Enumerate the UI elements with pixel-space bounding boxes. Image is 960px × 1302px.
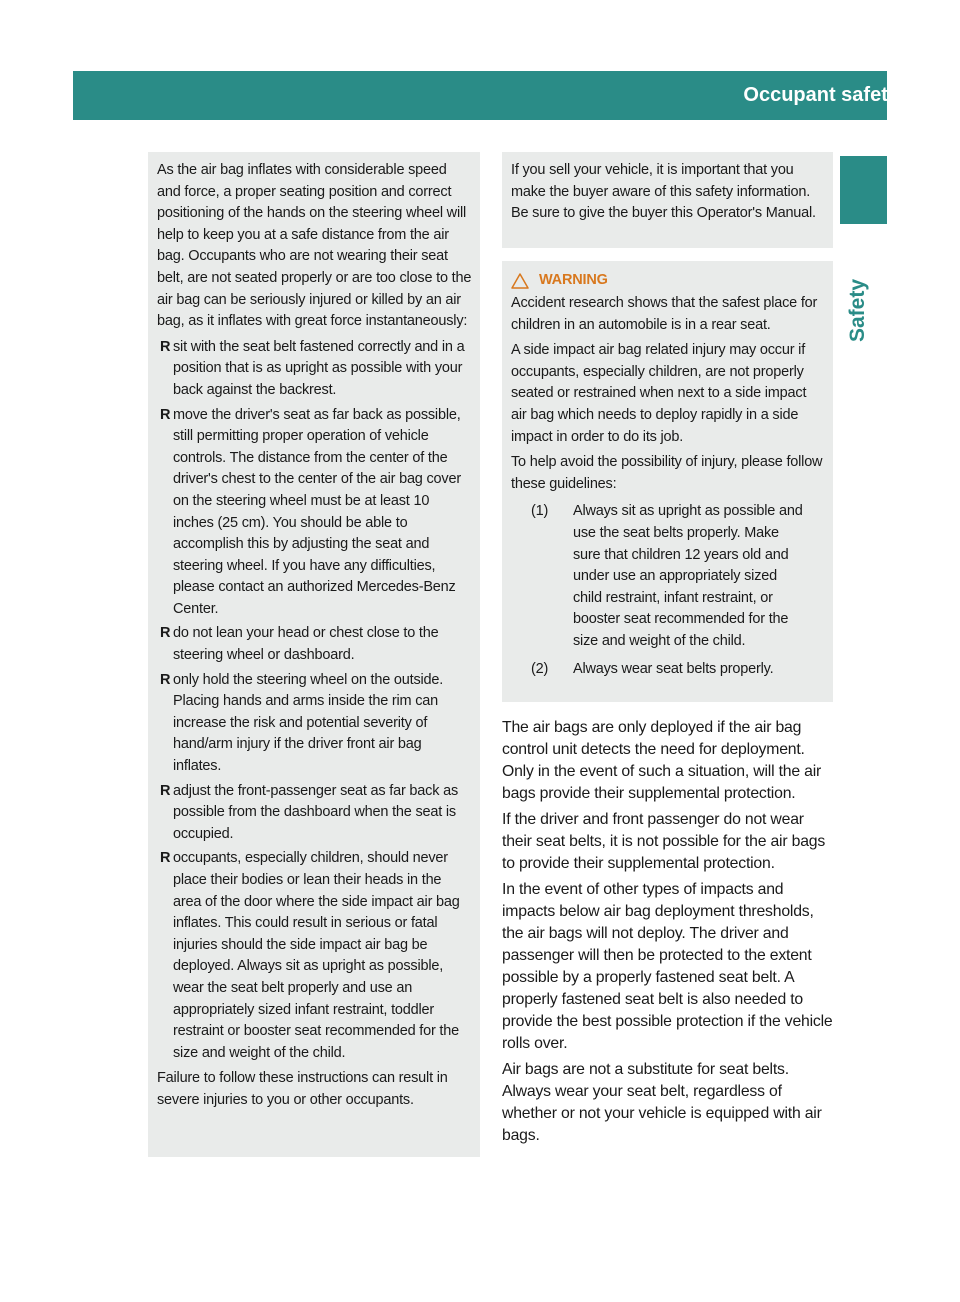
bullet-icon: R	[160, 625, 171, 642]
intro-paragraph: As the air bag inflates with considerable speed and force, a proper seating position and correct positioning of the hands on the steering wheel will help to keep you at a safe distance from the air bag. Occupants who are not wearing their seat belt, are not seated properly or are too close to the air bag can be seriously injured or killed by an air bag, as it inflates with great force instantaneously:	[157, 162, 472, 330]
section-tab-marker	[840, 156, 887, 224]
closing-paragraph: Failure to follow these instructions can result in severe injuries to you or other occupants.	[157, 1070, 448, 1108]
warning-label: WARNING	[539, 272, 608, 289]
resale-notice-text: If you sell your vehicle, it is important that you make the buyer aware of this safety information. Be sure to give the buyer this Operator's Manual.	[511, 162, 816, 222]
page-number: 43	[923, 85, 945, 105]
warning-paragraph: Accident research shows that the safest place for children in an automobile is in a rear seat.	[511, 295, 818, 333]
list-item: R move the driver's seat as far back as possible, still permitting proper operation of vehicle controls. The distance from the center of the driver's chest to the center of the air bag cover on the steering wheel must be at least 10 inches (25 cm). You should be able to accomplish this by adjusting the seat and steering wheel. If you have any difficulties, please contact an authorized Mercedes-Benz Center.	[160, 406, 461, 617]
header-divider	[904, 71, 907, 120]
guideline-text: Always wear seat belts properly.	[573, 660, 774, 677]
air-bag-positioning-box	[148, 152, 480, 1157]
list-item: R do not lean your head or chest close to the steering wheel or dashboard.	[160, 625, 439, 664]
body-paragraph: If the driver and front passenger do not wear their seat belts, it is not possible for the air bags to provide their supplemental protection.	[502, 811, 826, 872]
body-paragraph: The air bags are only deployed if the air bag control unit detects the need for deployment. Only in the event of such a situation, will the air bags provide their supplemental protection.	[502, 719, 822, 802]
resale-notice-box	[502, 152, 833, 248]
warning-paragraph: A side impact air bag related injury may occur if occupants, especially children, are not properly seated or restrained when next to a side impact air bag which needs to deploy rapidly in a side impact in order to do its job.	[511, 342, 807, 445]
page-header	[73, 71, 945, 120]
bullet-icon: R	[160, 406, 171, 423]
list-item	[511, 501, 825, 652]
bullet-icon: R	[160, 338, 171, 355]
guideline-number: (1)	[531, 503, 549, 520]
chapter-title: Occupant safety	[743, 84, 899, 106]
guideline-text: Always sit as upright as possible and use the seat belts properly. Make sure that children 12 years old and under use an appropriately sized child restraint, infant restraint, or booster seat recommended for the size and weight of the child.	[573, 503, 803, 649]
guideline-list	[511, 501, 825, 680]
bullet-icon: R	[160, 850, 171, 867]
bullet-icon: R	[160, 671, 171, 688]
list-item: R adjust the front-passenger seat as far back as possible from the dashboard when the seat is occupied.	[160, 782, 458, 842]
section-tab-label: Safety	[846, 278, 869, 342]
list-item: R sit with the seat belt fastened correctly and in a position that is as upright as possible with your back against the backrest.	[160, 338, 465, 398]
positioning-bullet-list	[157, 337, 472, 1065]
list-item: R occupants, especially children, should never place their bodies or lean their heads in the area of the door where the side impact air bag inflates. This could result in serious or fatal injuries should the side impact air bag be deployed. Always sit as upright as possible, wear the seat belt properly and use an appropriately sized infant restraint, toddler restraint or booster seat recommended for the size and weight of the child.	[160, 850, 460, 1061]
air-bag-deployment-text	[502, 717, 836, 1151]
list-item: R only hold the steering wheel on the outside. Placing hands and arms inside the rim can increase the risk and potential severity of hand/arm injury if the driver front air bag inflates.	[160, 671, 444, 775]
list-item	[511, 659, 825, 681]
body-paragraph: Air bags are not a substitute for seat belts. Always wear your seat belt, regardless of whether or not your vehicle is equipped with air bags.	[502, 1061, 822, 1144]
warning-box	[502, 261, 833, 702]
warning-paragraph: To help avoid the possibility of injury, please follow these guidelines:	[511, 454, 823, 492]
body-paragraph: In the event of other types of impacts and impacts below air bag deployment thresholds, the air bags will not deploy. The driver and passenger will then be protected to the extent possible by a properly fastened seat belt. A properly fastened seat belt is also needed to provide the best possible protection if the vehicle rolls over.	[502, 881, 833, 1052]
warning-heading	[511, 269, 825, 293]
warning-triangle-icon	[511, 273, 529, 289]
bullet-icon: R	[160, 782, 171, 799]
guideline-number: (2)	[531, 660, 549, 677]
